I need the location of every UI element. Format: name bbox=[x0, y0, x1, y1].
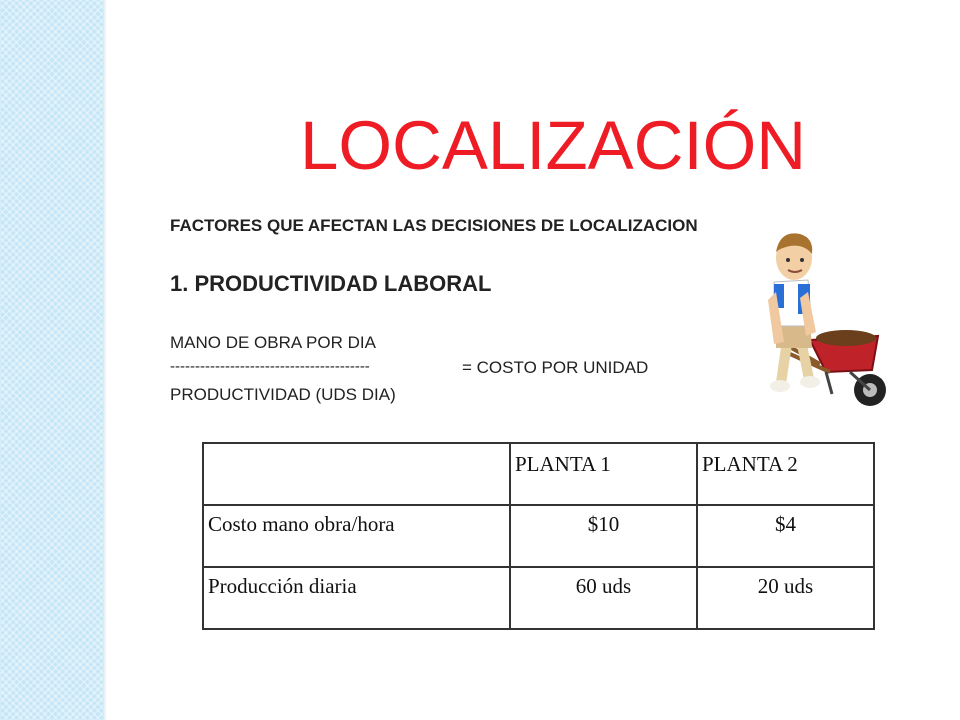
productivity-table bbox=[202, 442, 875, 630]
table-cell bbox=[510, 505, 697, 567]
section-heading: 1. PRODUCTIVIDAD LABORAL bbox=[170, 271, 492, 296]
value-prod-planta-1: 60 uds bbox=[575, 574, 632, 598]
table-cell bbox=[510, 567, 697, 629]
worker-wheelbarrow-illustration bbox=[760, 222, 892, 418]
side-decorative-band bbox=[0, 0, 104, 720]
table-header-cell bbox=[203, 443, 510, 505]
row-label-costo: Costo mano obra/hora bbox=[208, 512, 395, 536]
table-row bbox=[203, 567, 874, 629]
page-title: LOCALIZACIÓN bbox=[300, 107, 807, 184]
table-cell bbox=[697, 505, 874, 567]
factors-heading: FACTORES QUE AFECTAN LAS DECISIONES DE LOCALIZACION bbox=[170, 216, 698, 235]
formula-denominator: PRODUCTIVIDAD (UDS DIA) bbox=[170, 385, 396, 404]
table-cell bbox=[203, 567, 510, 629]
table-header-cell bbox=[510, 443, 697, 505]
side-band-edge bbox=[104, 0, 107, 720]
row-label-produccion: Producción diaria bbox=[208, 574, 357, 598]
header-planta-2: PLANTA 2 bbox=[702, 452, 798, 476]
value-cost-planta-2: $4 bbox=[775, 512, 796, 536]
formula-divider: ---------------------------------------- bbox=[170, 358, 370, 375]
value-prod-planta-2: 20 uds bbox=[757, 574, 814, 598]
table-header-row bbox=[203, 443, 874, 505]
value-cost-planta-1: $10 bbox=[587, 512, 620, 536]
table-row bbox=[203, 505, 874, 567]
formula-result: = COSTO POR UNIDAD bbox=[462, 358, 649, 377]
table-cell bbox=[203, 505, 510, 567]
table-header-cell bbox=[697, 443, 874, 505]
formula-numerator: MANO DE OBRA POR DIA bbox=[170, 333, 376, 352]
header-planta-1: PLANTA 1 bbox=[515, 452, 611, 476]
table-cell bbox=[697, 567, 874, 629]
